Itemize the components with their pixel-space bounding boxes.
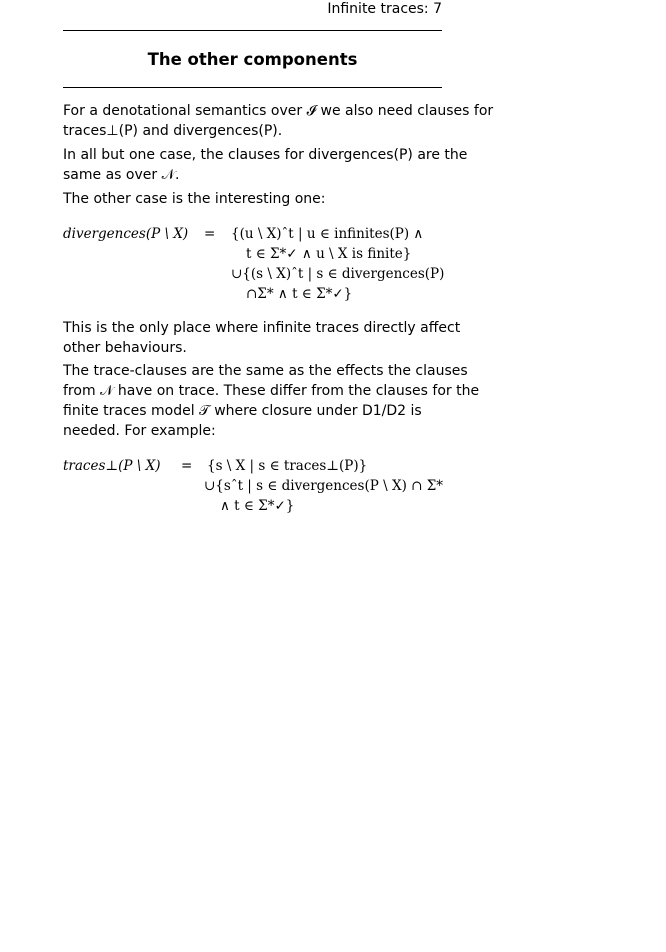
paragraph-3-line-1: The other case is the interesting one:: [63, 191, 326, 207]
top-divider: [63, 30, 442, 31]
eq2-lhs: traces⊥(P \ X): [63, 458, 161, 474]
paragraph-4: [63, 318, 461, 358]
eq1-rhs-line-4: ∩Σ* ∧ t ∈ Σ*✓}: [246, 286, 353, 302]
eq2-rhs-line-3: ∧ t ∈ Σ*✓}: [220, 498, 295, 514]
eq2-rhs-line-1: {s \ X | s ∈ traces⊥(P)}: [207, 458, 368, 474]
paragraph-1-line-1: For a denotational semantics over 𝓘 we also need clauses for: [63, 103, 494, 119]
bottom-divider: [63, 87, 442, 88]
paragraph-1: [63, 101, 494, 141]
eq1-rhs-line-3: ∪{(s \ X)ˆt | s ∈ divergences(P): [231, 266, 445, 282]
paragraph-5-line-4: needed. For example:: [63, 423, 216, 439]
paragraph-2: [63, 145, 468, 185]
eq2-rhs-line-2: ∪{sˆt | s ∈ divergences(P \ X) ∩ Σ*: [204, 478, 444, 494]
section-title: The other components: [147, 50, 358, 69]
eq1-rhs-line-2: t ∈ Σ*✓ ∧ u \ X is finite}: [246, 246, 412, 262]
paragraph-5: [63, 361, 480, 441]
paragraph-4-line-2: other behaviours.: [63, 340, 187, 356]
paragraph-2-line-1: In all but one case, the clauses for divergences(P) are the: [63, 147, 468, 163]
running-header: Infinite traces: 7: [327, 1, 442, 17]
paragraph-5-line-3: finite traces model 𝒯 where closure under D1/D2 is: [63, 403, 422, 419]
paragraph-3: [63, 189, 453, 209]
paragraph-1-line-2: traces⊥(P) and divergences(P).: [63, 123, 283, 139]
eq1-rhs-line-1: {(u \ X)ˆt | u ∈ infinites(P) ∧: [231, 226, 424, 242]
paragraph-5-line-2: from 𝒩 have on trace. These differ from the clauses for the: [63, 383, 480, 399]
eq1-lhs: divergences(P \ X): [63, 226, 189, 242]
eq2-equals: =: [181, 458, 193, 474]
paragraph-5-line-1: The trace-clauses are the same as the effects the clauses: [63, 363, 468, 379]
paragraph-4-line-1: This is the only place where infinite traces directly affect: [63, 320, 461, 336]
paragraph-2-line-2: same as over 𝒩.: [63, 167, 180, 183]
eq1-equals: =: [204, 226, 216, 242]
